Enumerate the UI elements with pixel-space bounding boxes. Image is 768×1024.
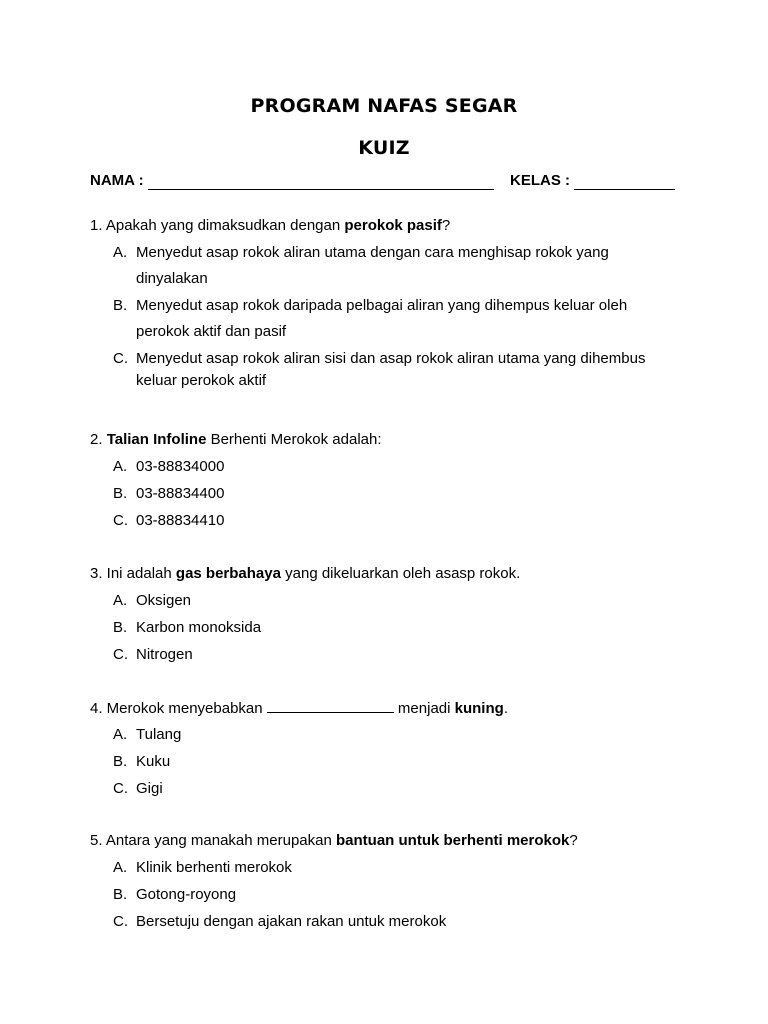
option-letter: A. (113, 726, 128, 743)
question-1-keyword: perokok pasif (344, 217, 442, 234)
option-letter: C. (113, 350, 128, 367)
question-1-suffix: ? (441, 217, 451, 234)
question-3-suffix: yang dikeluarkan oleh asasp rokok. (280, 565, 521, 582)
question-2-keyword: Talian Infoline (106, 431, 207, 448)
option-letter: B. (113, 485, 128, 502)
option-text: Gigi (136, 780, 163, 797)
option-letter: B. (113, 297, 128, 314)
option-text-cont: perokok aktif dan pasif (136, 323, 287, 340)
option-text: Karbon monoksida (136, 619, 262, 636)
student-info-row (90, 172, 690, 192)
option-text: Klinik berhenti merokok (136, 859, 292, 876)
option-text: 03-88834400 (136, 485, 225, 502)
question-4-prefix: 4. Merokok menyebabkan (90, 700, 267, 717)
question-4-keyword: kuning (454, 700, 504, 717)
option-letter: A. (113, 244, 128, 261)
option-text: Bersetuju dengan ajakan rakan untuk merokok (136, 913, 447, 930)
page-title: PROGRAM NAFAS SEGAR (250, 95, 518, 117)
question-4 (90, 698, 508, 719)
question-4-middle: menjadi (393, 700, 455, 717)
option-letter: A. (113, 458, 128, 475)
option-letter: A. (113, 592, 128, 609)
option-letter: B. (113, 619, 128, 636)
question-2-prefix: 2. (90, 431, 107, 448)
question-3-prefix: 3. Ini adalah (90, 565, 176, 582)
option-text: 03-88834410 (136, 512, 225, 529)
kelas-field[interactable] (574, 189, 675, 190)
option-text-cont: dinyalakan (136, 270, 208, 287)
option-text: Gotong-royong (136, 886, 237, 903)
option-text: Menyedut asap rokok daripada pelbagai aliran yang dihempus keluar oleh (136, 297, 628, 314)
kelas-label: KELAS : (510, 172, 570, 189)
question-2 (90, 430, 382, 450)
question-4-suffix: . (503, 700, 508, 717)
question-5 (90, 831, 578, 851)
question-3-keyword: gas berbahaya (175, 565, 281, 582)
option-text: Nitrogen (136, 646, 193, 663)
option-text: Kuku (136, 753, 171, 770)
question-2-suffix: Berhenti Merokok adalah: (206, 431, 382, 448)
question-5-keyword: bantuan untuk berhenti merokok (336, 832, 570, 849)
question-1 (90, 216, 450, 236)
page-subtitle: KUIZ (358, 137, 410, 159)
question-5-suffix: ? (569, 832, 578, 849)
answer-blank (267, 698, 394, 713)
option-letter: C. (113, 646, 128, 663)
option-letter: A. (113, 859, 128, 876)
question-3 (90, 564, 520, 584)
option-text: Tulang (136, 726, 182, 743)
option-letter: B. (113, 753, 128, 770)
option-letter: B. (113, 886, 128, 903)
nama-label: NAMA : (90, 172, 144, 189)
option-text: 03-88834000 (136, 458, 225, 475)
option-text-cont: keluar perokok aktif (136, 372, 267, 389)
option-letter: C. (113, 780, 128, 797)
nama-field[interactable] (148, 189, 494, 190)
option-letter: C. (113, 913, 128, 930)
question-1-prefix: 1. Apakah yang dimaksudkan dengan (90, 217, 345, 234)
option-text: Oksigen (136, 592, 192, 609)
question-5-prefix: 5. Antara yang manakah merupakan (90, 832, 336, 849)
option-text: Menyedut asap rokok aliran sisi dan asap rokok aliran utama yang dihembus (136, 350, 646, 367)
option-text: Menyedut asap rokok aliran utama dengan cara menghisap rokok yang (136, 244, 609, 261)
option-letter: C. (113, 512, 128, 529)
